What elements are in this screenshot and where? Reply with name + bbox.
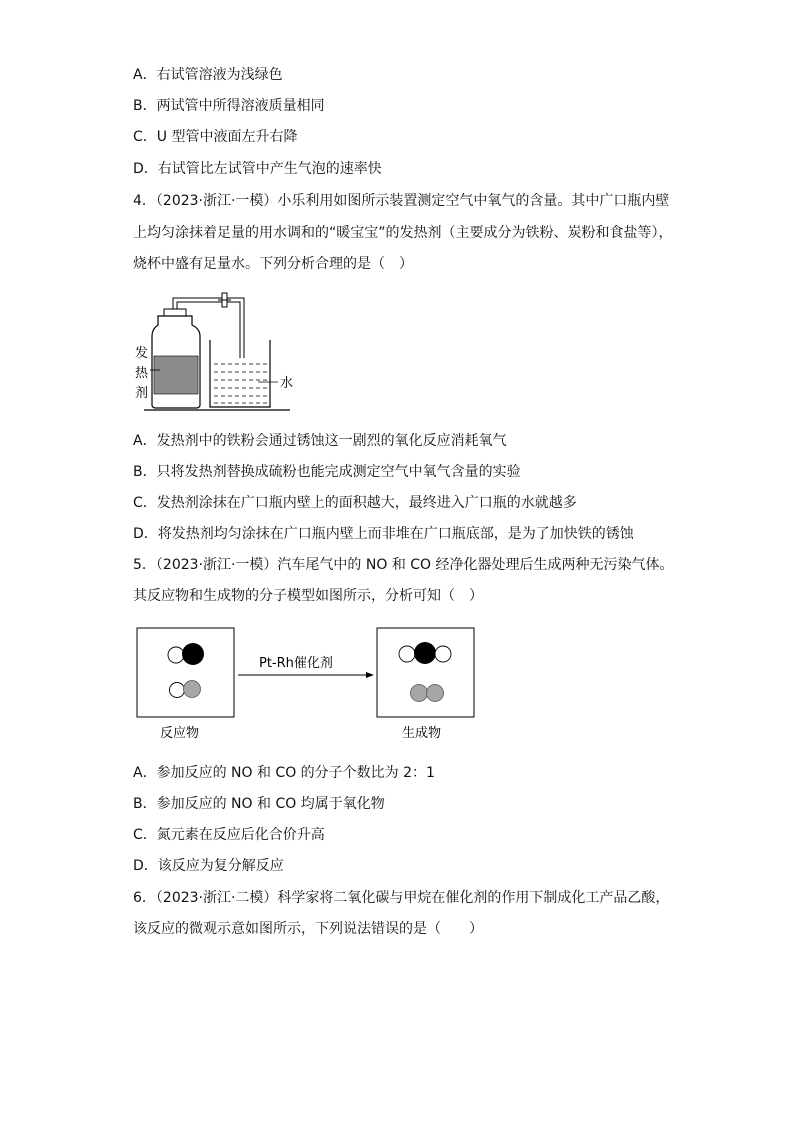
molecular-reaction-figure <box>130 622 490 747</box>
water-lines <box>214 364 267 403</box>
q4-option-a: A．发热剂中的铁粉会通过锈蚀这一剧烈的氧化反应消耗氧气 <box>133 433 507 449</box>
q4-stem-line3: 烧杯中盛有足量水。下列分析合理的是（ ） <box>133 256 413 272</box>
q5-option-d: D．该反应为复分解反应 <box>133 858 284 874</box>
q5-stem-line1: 5．（2023·浙江·一模）汽车尾气中的 NO 和 CO 经净化器处理后生成两种无污染气体。 <box>133 557 674 573</box>
heat-agent-layer <box>154 356 198 394</box>
q6-stem-line1: 6．（2023·浙江·二模）科学家将二氧化碳与甲烷在催化剂的作用下制成化工产品乙酸， <box>133 890 670 906</box>
jar-diagram <box>152 309 200 408</box>
q4-stem-line1: 4．（2023·浙江·一模）小乐利用如图所示装置测定空气中氧气的含量。其中广口瓶内壁 <box>133 193 670 209</box>
q4-stem-line2: 上均匀涂抹着足量的用水调和的“暖宝宝”的发热剂（主要成分为铁粉、炭粉和食盐等）， <box>133 225 673 241</box>
product-box <box>377 628 474 717</box>
label-heat-agent-1: 发 <box>135 346 149 361</box>
reactant-label: 反应物 <box>160 726 200 741</box>
q4-option-b: B．只将发热剂替换成硫粉也能完成测定空气中氧气含量的实验 <box>133 464 521 480</box>
q3-option-a: A．右试管溶液为浅绿色 <box>133 67 283 83</box>
q6-stem-line2: 该反应的微观示意如图所示，下列说法错误的是（ ） <box>133 921 483 937</box>
label-water: 水 <box>280 376 294 391</box>
stopper <box>164 309 186 316</box>
catalyst-label: Pt-Rh催化剂 <box>259 656 333 671</box>
q5-option-b: B．参加反应的 NO 和 CO 均属于氧化物 <box>133 796 385 812</box>
q5-option-a: A．参加反应的 NO 和 CO 的分子个数比为 2：1 <box>133 765 435 781</box>
oxygen-measurement-apparatus-figure <box>130 290 300 415</box>
q5-option-c: C．氮元素在反应后化合价升高 <box>133 827 325 843</box>
q3-option-c: C．U 型管中液面左升右降 <box>133 129 298 145</box>
q4-option-d: D．将发热剂均匀涂抹在广口瓶内壁上而非堆在广口瓶底部，是为了加快铁的锈蚀 <box>133 526 634 542</box>
q3-option-d: D．右试管比左试管中产生气泡的速率快 <box>133 161 382 177</box>
label-heat-agent-3: 剂 <box>135 386 149 401</box>
product-label: 生成物 <box>402 726 442 741</box>
q4-option-c: C．发热剂涂抹在广口瓶内壁上的面积越大，最终进入广口瓶的水就越多 <box>133 495 577 511</box>
reactant-box <box>137 628 234 717</box>
label-heat-agent-2: 热 <box>135 366 149 381</box>
q3-option-b: B．两试管中所得溶液质量相同 <box>133 98 325 114</box>
q5-stem-line2: 其反应物和生成物的分子模型如图所示，分析可知（ ） <box>133 588 483 604</box>
